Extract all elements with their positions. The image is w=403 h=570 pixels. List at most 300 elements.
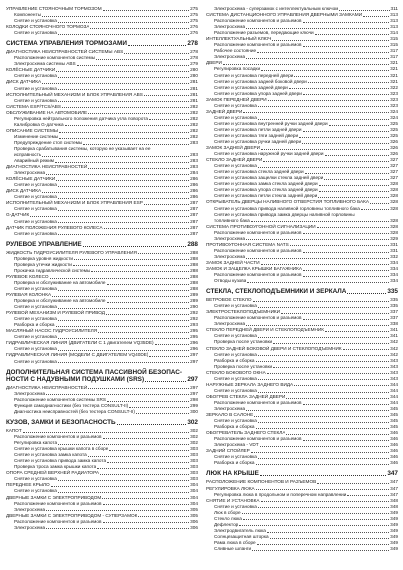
- dot-leader: [58, 186, 189, 187]
- entry-title: Снятие и установка упора стекла задней двери: [214, 187, 318, 193]
- dot-leader: [243, 112, 389, 113]
- entry-title: МАСЛЯНЫЙ НАСОС ГИДРОУСИЛИТЕЛЯ: [6, 328, 98, 334]
- page-number: 334: [390, 278, 398, 284]
- page-number: 326: [390, 145, 398, 151]
- dot-leader: [149, 119, 189, 120]
- dot-leader: [149, 356, 189, 357]
- dot-leader: [144, 95, 189, 96]
- page-number: 290: [190, 304, 198, 310]
- dot-leader: [23, 432, 189, 433]
- entry-title: Изменение системы: [14, 133, 59, 139]
- dot-leader: [256, 361, 390, 362]
- page-number: 278: [190, 49, 198, 55]
- dot-leader: [107, 401, 189, 402]
- entry-title: Снятие и установка привода замка дверцы наливной горловины: [214, 211, 355, 217]
- entry-title: ЗАМОК ЗАДНЕЙ ЧАСТИ: [206, 259, 260, 265]
- section-title: СТЕКЛА, СТЕКЛОПОДЪЕМНИКИ И ЗЕРКАЛА: [206, 288, 347, 296]
- toc-item-entry[interactable]: [6, 231, 198, 237]
- page-number: 325: [390, 126, 398, 132]
- page-number: 323: [390, 90, 398, 96]
- entry-title: Электросхема: [214, 321, 246, 327]
- dot-leader: [88, 388, 189, 389]
- entry-title: Разборка и сборка: [14, 322, 55, 328]
- entry-title: ЗАМОК ЗАДНЕЙ ДВЕРИ: [206, 145, 260, 151]
- dot-leader: [256, 464, 390, 465]
- dot-leader: [59, 138, 189, 139]
- page-number: 344: [390, 399, 398, 405]
- page-number: 302: [190, 428, 198, 433]
- page-number: 325: [390, 120, 398, 126]
- entry-title: Снятие и установка: [14, 18, 57, 24]
- dot-leader: [258, 307, 389, 308]
- entry-title: Электросхема: [214, 54, 246, 60]
- entry-title: Снятие и установка: [14, 85, 57, 91]
- entry-title: Снятие и установка ручки задней двери: [214, 139, 302, 145]
- page-number: 286: [190, 194, 198, 200]
- page-number: 292: [190, 310, 198, 316]
- dot-leader: [261, 264, 390, 265]
- page-number: 297: [190, 358, 198, 364]
- entry-title: Люк в сборе: [214, 509, 241, 515]
- dot-leader: [88, 168, 189, 169]
- dot-leader: [46, 510, 189, 511]
- entry-title: Электродвигатель люка: [214, 527, 266, 533]
- page-number: 348: [390, 503, 398, 509]
- entry-title: СНЯТИЕ И УСТАНОВКА: [206, 497, 260, 503]
- dot-leader: [246, 58, 389, 59]
- dot-leader: [258, 507, 389, 508]
- page-number: 346: [390, 430, 398, 436]
- entry-title: Снятие и установка: [214, 387, 257, 393]
- entry-title: Электросхема - VDT: [214, 442, 259, 448]
- dot-leader: [267, 532, 389, 533]
- page-number: 303: [190, 464, 198, 470]
- page-number: 326: [390, 139, 398, 145]
- dot-leader: [258, 355, 389, 356]
- page-number: 275: [190, 12, 198, 18]
- page-number: 324: [390, 108, 398, 114]
- entry-title: Электросхема: [214, 253, 246, 259]
- toc-item-entry[interactable]: [206, 546, 398, 552]
- page-number: 346: [390, 448, 398, 454]
- entry-title: Сливные шланги: [214, 545, 252, 551]
- toc-section-heading[interactable]: [206, 470, 398, 478]
- page-number: 326: [390, 151, 398, 157]
- entry-title: РУЛЕВОЕ КОЛЕСО: [6, 273, 49, 279]
- entry-title: СТЕКЛО ПЕРЕДНЕЙ ДВЕРИ И СТЕКЛОПОДЪЕМНИК: [206, 327, 324, 333]
- entry-title: Снятие и установка: [14, 346, 57, 352]
- entry-title: Снятие и установка упора задней двери: [214, 90, 302, 96]
- page-number: 342: [390, 339, 398, 345]
- page-number: 303: [190, 476, 198, 482]
- page-number: 313: [390, 12, 398, 18]
- entry-title: ДИАГНОСТИКА НЕИСПРАВНОСТЕЙ СИСТЕМЫ ABS: [6, 49, 124, 55]
- entry-title: СИСТЕМА ПРОТИВОУГОННОЙ СИГНАЛИЗАЦИИ: [206, 223, 316, 229]
- entry-title: Снятие и установка привода замка капота: [14, 458, 107, 464]
- toc-section-heading[interactable]: [6, 369, 198, 384]
- entry-title: Электросхема - суперзамок с интеллектуальным ключом: [214, 6, 339, 11]
- entry-title: Расположение компонентов и разъемов: [214, 272, 302, 278]
- dot-leader: [339, 10, 389, 11]
- page-number: 304: [190, 488, 198, 494]
- entry-title: Расположение разъемов, передающие ключи: [214, 30, 314, 36]
- section-title: СИСТЕМА УПРАВЛЕНИЯ ТОРМОЗАМИ: [6, 40, 127, 48]
- page-number: 283: [190, 152, 198, 158]
- entry-title: ДВЕРНЫЕ ЗАМКИ С ЭЛЕКТРОПРИВОДОМ: [6, 494, 102, 500]
- dot-leader: [97, 468, 189, 469]
- entry-title: Проверка и обслуживание на автомобиле: [14, 279, 106, 285]
- entry-title: РАСПОЛОЖЕНИЕ КОМПОНЕНТОВ И РАЗЪЕМОВ: [206, 479, 317, 485]
- page-number: 306: [190, 524, 198, 530]
- page-number: 282: [190, 109, 198, 115]
- page-number: 286: [190, 188, 198, 194]
- page-number: 315: [390, 36, 398, 42]
- entry-title: Солнцезащитная шторка: [214, 533, 269, 539]
- dot-leader: [103, 438, 190, 439]
- dot-leader: [145, 381, 186, 382]
- dot-leader: [223, 64, 389, 65]
- page-number: 317: [390, 54, 398, 60]
- entry-title: УПРАВЛЕНИЕ СТОЯНОЧНЫМ ТОРМОЗОМ: [6, 6, 102, 11]
- dot-leader: [128, 45, 186, 46]
- dot-leader: [256, 428, 390, 429]
- entry-title: Снятие и установка: [14, 206, 57, 212]
- dot-leader: [246, 28, 389, 29]
- section-title-line: ДОПОЛНИТЕЛЬНАЯ СИСТЕМА ПАССИВНОЙ БЕЗОПАС-: [6, 368, 182, 376]
- dot-leader: [258, 106, 389, 107]
- dot-leader: [73, 265, 189, 266]
- dot-leader: [329, 125, 390, 126]
- page-number: 315: [390, 42, 398, 48]
- page-number: 321: [390, 60, 398, 66]
- dot-leader: [42, 156, 189, 157]
- page-number: 349: [390, 521, 398, 527]
- dot-leader: [239, 525, 389, 526]
- dot-leader: [58, 77, 189, 78]
- entry-title: ОПОРА СРЕДНЕЙ ВЕРХНЕЙ РАДИАТОРА: [6, 470, 100, 476]
- dot-leader: [46, 528, 189, 529]
- dot-leader: [46, 174, 189, 175]
- page-number: 296: [190, 346, 198, 352]
- page-number: 317: [390, 48, 398, 54]
- entry-title: Аварийный режим: [14, 158, 55, 164]
- page-number: 287: [190, 212, 198, 218]
- page-number: 298: [190, 396, 198, 402]
- entry-title: Проверка и обслуживание на автомобиле: [14, 298, 106, 304]
- dot-leader: [62, 107, 189, 108]
- entry-title: ИСПОЛНИТЕЛЬНЫЙ МЕХАНИЗМ И БЛОК УПРАВЛЕНИЯ ESP: [6, 200, 143, 206]
- entry-title: Снятие и установка: [14, 334, 57, 340]
- page-number: 280: [190, 67, 198, 73]
- page-number: 328: [390, 187, 398, 193]
- page-number: 342: [390, 351, 398, 357]
- dot-leader: [267, 373, 389, 374]
- page-number: 282: [190, 133, 198, 139]
- dot-leader: [247, 282, 389, 283]
- dot-leader: [56, 71, 189, 72]
- toc-item-entry[interactable]: [6, 30, 198, 36]
- entry-title: Расположение компонентов и разъемов: [214, 247, 302, 253]
- page-number: 297: [187, 376, 198, 384]
- toc-item-entry[interactable]: [6, 525, 198, 531]
- entry-title: РУЛЕВОЙ МЕХАНИЗМ И РУЛЕВОЙ ПРИВОД: [6, 310, 105, 316]
- entry-title: Снятие и установка: [214, 454, 257, 460]
- entry-title: Снятие и установка: [14, 30, 57, 36]
- page-number: 331: [390, 241, 398, 247]
- page-number: 306: [190, 518, 198, 524]
- page-number: 322: [390, 84, 398, 90]
- dot-leader: [270, 538, 390, 539]
- entry-title: Расположение компонентов и разъемов: [14, 518, 102, 524]
- entry-title: ОТКРЫВАТЕЛЬ ДВЕРЦЫ НАЛИВНОГО ОТВЕРСТИЯ ТОПЛИВНОГО БАКА: [206, 199, 370, 205]
- entry-title: Расположение компонентов и разъемов: [14, 434, 102, 440]
- dot-leader: [107, 284, 190, 285]
- dot-leader: [58, 480, 189, 481]
- dot-leader: [30, 216, 189, 217]
- dot-leader: [74, 259, 189, 260]
- entry-title: Калибровка G-датчика: [14, 121, 64, 127]
- dot-leader: [303, 270, 389, 271]
- page-number: 331: [390, 247, 398, 253]
- entry-title: Расположение компонентов и разъемов: [14, 500, 102, 506]
- dot-leader: [242, 513, 390, 514]
- dot-leader: [317, 483, 389, 484]
- dot-leader: [88, 456, 189, 457]
- entry-title: ГИДРАВЛИЧЕСКАЯ ЛИНИЯ (МОДЕЛИ С ДВИГАТЕЛЕМ VQ40DE): [6, 352, 149, 358]
- dot-leader: [370, 203, 389, 204]
- entry-title: Расположение компонентов и разъемов: [214, 229, 302, 235]
- toc-section-heading[interactable]: [6, 40, 198, 48]
- entry-title: Снятие и установка: [14, 73, 57, 79]
- entry-title: Проверка после установки: [214, 363, 273, 369]
- page-number: 286: [190, 176, 198, 182]
- entry-title: ОПИСАНИЕ СИСТЕМЫ: [6, 127, 59, 133]
- entry-title: Снятие и установка: [14, 316, 57, 322]
- page-number: 341: [390, 327, 398, 333]
- toc-section-heading[interactable]: [6, 419, 198, 427]
- dot-leader: [325, 155, 390, 156]
- page-number: 282: [190, 127, 198, 133]
- entry-title: Снятие и установка: [14, 218, 57, 224]
- dot-leader: [91, 271, 189, 272]
- toc-item-entry[interactable]: [206, 278, 398, 284]
- dot-leader: [261, 149, 389, 150]
- entry-title: ОБОГРЕВАТЕЛЬ ЗАДНЕГО СТЕКЛА: [206, 430, 286, 436]
- entry-title: Предупреждение стоп системы: [14, 139, 83, 145]
- entry-title: Снятие и установка замка стекла задней двери: [214, 181, 318, 187]
- entry-title: ЗАМОК И ЗАЩЕЛКА КРЫШКИ БАГАЖНИКА: [206, 266, 303, 271]
- page-number: 289: [190, 292, 198, 297]
- entry-title: Расположение компонентов и разъемов: [214, 42, 302, 48]
- page-number: 346: [390, 442, 398, 448]
- toc-item-entry[interactable]: [6, 359, 198, 365]
- entry-title: ВЕТРОВОЕ СТЕКЛО: [206, 297, 252, 303]
- dot-leader: [246, 410, 389, 411]
- dot-leader: [58, 444, 189, 445]
- dot-leader: [246, 239, 389, 240]
- dot-leader: [58, 320, 189, 321]
- page-number: 305: [190, 506, 198, 512]
- entry-title: Проверка срабатывания системы, которую не указывает на ее: [14, 145, 151, 151]
- page-number: 313: [390, 18, 398, 24]
- entry-title: СИСТЕМА ДИСТАНЦИОННОГО УПРАВЛЕНИЯ ДВЕРНЫМИ ЗАМКАМИ: [206, 12, 363, 18]
- dot-leader: [77, 65, 189, 66]
- entry-title: ЗАДНЕЙ ДВЕРИ: [206, 108, 243, 114]
- page-number: 282: [190, 103, 198, 109]
- entry-title: Снятие и установка: [14, 476, 57, 482]
- page-number: 276: [190, 24, 198, 30]
- entry-title: Снятие и установка петли стекла задней двери: [214, 193, 318, 199]
- page-number: 334: [390, 266, 398, 271]
- entry-title: Электросхема: [14, 170, 46, 176]
- page-number: 327: [390, 157, 398, 163]
- entry-title: ДИАГНОСТИКА НЕИСПРАВНОСТЕЙ: [6, 164, 88, 170]
- dot-leader: [124, 53, 189, 54]
- entry-title: ДИСК ДАТЧИКА: [6, 188, 42, 194]
- page-number: 342: [390, 345, 398, 351]
- entry-title: Снятие и установка: [214, 333, 257, 339]
- page-number: 345: [390, 424, 398, 430]
- entry-title: КОЛЁСНЫЕ ДАТЧИКИ: [6, 67, 56, 73]
- page-number: 288: [190, 267, 198, 273]
- page-number: 287: [190, 224, 198, 230]
- page-number: 337: [390, 315, 398, 321]
- dot-leader: [96, 59, 189, 60]
- entry-title: Проверка троса замка крышки капота: [14, 464, 97, 470]
- entry-title: топливного бака: [214, 217, 250, 223]
- dot-leader: [136, 413, 189, 414]
- page-number: 276: [190, 30, 198, 36]
- entry-title: ГИДРАВЛИЧЕСКАЯ ЛИНИЯ (ДВИГАТЕЛИ С 1 двигателем VQ35DE): [6, 340, 154, 346]
- dot-leader: [104, 228, 190, 229]
- toc-item-entry[interactable]: [206, 460, 398, 466]
- page-number: 280: [190, 73, 198, 79]
- dot-leader: [58, 234, 189, 235]
- page-number: 288: [190, 255, 198, 261]
- dot-leader: [260, 475, 386, 476]
- toc-item-entry[interactable]: [6, 409, 198, 415]
- entry-title: ДВЕРИ: [206, 60, 222, 66]
- page-number: 297: [190, 384, 198, 390]
- entry-title: Снятие и установка замка капота: [14, 452, 87, 458]
- page-number: 287: [190, 206, 198, 212]
- dot-leader: [258, 379, 389, 380]
- dot-leader: [109, 450, 189, 451]
- dot-leader: [58, 290, 189, 291]
- entry-title: Снятие и установка: [14, 182, 57, 188]
- dot-leader: [58, 308, 189, 309]
- entry-title: НАРУЖНЫЕ ЗЕРКАЛА ЗАДНЕГО ВИДА: [206, 381, 294, 387]
- dot-leader: [42, 16, 189, 17]
- entry-title: Проверка утечки жидкости: [14, 261, 72, 267]
- page-number: 321: [390, 72, 398, 78]
- dot-leader: [46, 394, 189, 395]
- page-number: 305: [190, 512, 198, 518]
- dot-leader: [290, 245, 389, 246]
- entry-title: КОЛОДКИ СТОЯНОЧНОГО ТОРМОЗА: [6, 24, 90, 30]
- entry-title: Снятие и установка: [14, 230, 57, 236]
- dot-leader: [90, 28, 189, 29]
- dot-leader: [107, 302, 190, 303]
- page-number: 302: [187, 419, 198, 426]
- dot-leader: [258, 167, 389, 168]
- dot-leader: [58, 22, 189, 23]
- entry-title: Проверка уровня жидкости: [14, 255, 74, 261]
- page-number: 281: [190, 97, 198, 103]
- entry-title: Снятие и установка задней боковой двери: [214, 78, 307, 84]
- entry-title: Снятие и установка: [14, 194, 57, 200]
- dot-leader: [58, 89, 189, 90]
- page-number: 329: [390, 235, 398, 241]
- page-number: 345: [390, 412, 398, 418]
- entry-title: Регулировка посадки: [214, 66, 261, 72]
- dot-leader: [258, 458, 389, 459]
- page-number: 275: [190, 18, 198, 24]
- page-number: 346: [390, 436, 398, 442]
- entry-title: Снятие и установка: [14, 488, 57, 494]
- entry-title: Электросхема: [14, 506, 46, 512]
- dot-leader: [302, 143, 389, 144]
- entry-title: Расположение компонентов и разъемов: [214, 436, 302, 442]
- page-number: 321: [390, 66, 398, 72]
- dot-leader: [58, 350, 189, 351]
- page-number: 335: [390, 303, 398, 309]
- dot-leader: [65, 125, 190, 126]
- page-number: 300: [190, 408, 198, 414]
- entry-title: Расположение компонентов и разъемов: [214, 18, 302, 24]
- entry-title: Стекло люка: [214, 515, 242, 521]
- toc-section-heading[interactable]: [6, 241, 198, 249]
- page-number: 286: [190, 182, 198, 188]
- toc-section-heading[interactable]: [206, 288, 398, 296]
- page-number: 349: [390, 533, 398, 539]
- entry-title: Снятие и установка привода наливной горловины топливного бака: [214, 205, 360, 211]
- dot-leader: [317, 227, 390, 228]
- entry-title: Снятие и установка задней двери: [214, 84, 288, 90]
- dot-leader: [256, 489, 389, 490]
- page-number: 311: [390, 6, 398, 11]
- dot-leader: [144, 204, 189, 205]
- dot-leader: [325, 331, 389, 332]
- page-number: 288: [190, 279, 198, 285]
- page-number: 334: [390, 259, 398, 265]
- page-number: 324: [390, 114, 398, 120]
- dot-leader: [257, 544, 390, 545]
- entry-title: СТЕКЛО БОКОВОГО ОКНА: [206, 369, 266, 375]
- entry-title: ПЕРЕДНЕЕ КРЫЛО: [6, 482, 50, 488]
- dot-leader: [347, 293, 386, 294]
- entry-title: Компоненты: [14, 12, 42, 18]
- entry-title: ЗАМОК ПЕРЕДНЕЙ ДВЕРИ: [206, 96, 267, 102]
- entry-title: Отводы кузова: [214, 278, 247, 284]
- dot-leader: [308, 82, 389, 83]
- dot-leader: [103, 10, 190, 11]
- entry-title: Рабочее состояние: [214, 48, 257, 54]
- section-title-line: [6, 376, 198, 384]
- dot-leader: [138, 253, 189, 254]
- page-number: 343: [390, 375, 398, 381]
- dot-leader: [56, 326, 190, 327]
- dot-leader: [251, 221, 389, 222]
- dot-leader: [303, 252, 390, 253]
- dot-leader: [315, 34, 390, 35]
- page-number: 303: [190, 452, 198, 458]
- page-number: 282: [190, 121, 198, 127]
- dot-leader: [155, 344, 190, 345]
- page-number: 303: [190, 458, 198, 464]
- dot-leader: [303, 22, 390, 23]
- entry-title: Снятие и установка: [214, 375, 257, 381]
